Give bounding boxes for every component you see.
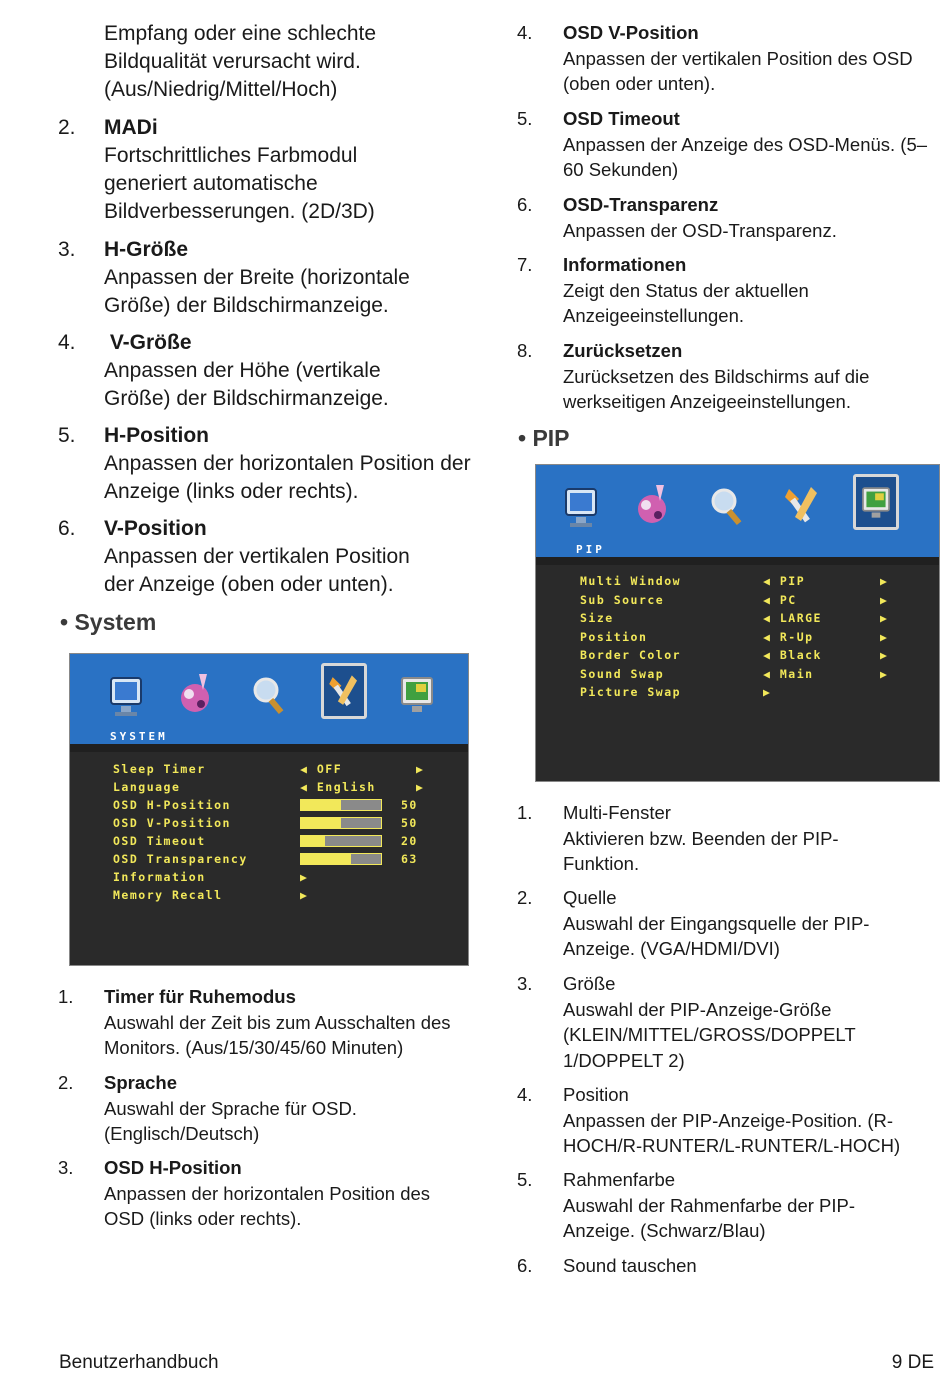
item-description: Auswahl der PIP-Anzeige-Größe (KLEIN/MITTEL/GROSS/DOPPELT 1/DOPPELT 2) bbox=[563, 998, 856, 1071]
osd-row-sub-source bbox=[580, 593, 664, 607]
osd-value-text: English bbox=[316, 780, 376, 794]
osd-level-fill bbox=[301, 836, 325, 846]
osd-row-osd-transparency bbox=[113, 852, 248, 866]
osd-value-text: Black bbox=[779, 648, 822, 662]
item-title: OSD H-Position bbox=[104, 1157, 242, 1178]
osd-row-osd-v-position bbox=[113, 816, 231, 830]
item-title: Timer für Ruhemodus bbox=[104, 986, 296, 1007]
item-number: 5. bbox=[58, 424, 76, 447]
item-number: 2. bbox=[517, 887, 533, 908]
list-item-osd-v-position bbox=[517, 20, 942, 97]
item-title: Position bbox=[563, 1084, 629, 1105]
osd-row-information bbox=[113, 870, 206, 884]
osd-row-label: OSD Transparency bbox=[113, 852, 248, 866]
osd-level-fill bbox=[301, 818, 341, 828]
color-icon bbox=[173, 666, 219, 722]
list-item-information bbox=[517, 252, 942, 329]
item-number: 1. bbox=[517, 802, 533, 823]
color-icon bbox=[630, 477, 676, 533]
osd-row-label: OSD Timeout bbox=[113, 834, 206, 848]
right-arrow-icon: ▶ bbox=[300, 888, 309, 902]
item-title: Multi-Fenster bbox=[563, 802, 671, 823]
osd-row-value: ◀ English bbox=[300, 780, 376, 794]
monitor-icon bbox=[558, 477, 604, 533]
item-description: Auswahl der Rahmenfarbe der PIP-Anzeige. (Schwarz/Blau) bbox=[563, 1194, 856, 1241]
osd-row-picture-swap bbox=[580, 685, 681, 699]
right-arrow-icon: ▶ bbox=[763, 685, 772, 699]
monitor-icon bbox=[103, 666, 149, 722]
item-description: Aktivieren bzw. Beenden der PIP-Funktion. bbox=[563, 827, 839, 874]
osd-section-label: SYSTEM bbox=[70, 730, 468, 744]
item-description: Auswahl der Zeit bis zum Ausschalten des Monitors. (Aus/15/30/45/60 Minuten) bbox=[104, 1011, 451, 1058]
osd-row-sleep-timer bbox=[113, 762, 206, 776]
osd-level-bar bbox=[300, 799, 382, 811]
list-item-border-color bbox=[517, 1167, 942, 1244]
item-title: Sprache bbox=[104, 1072, 178, 1093]
item-number: 6. bbox=[58, 517, 76, 540]
osd-value-number: 50 bbox=[401, 816, 418, 830]
osd-value-number: 50 bbox=[401, 798, 418, 812]
intro-line: Bildqualität verursacht wird. bbox=[104, 50, 361, 73]
list-item-sound-swap bbox=[517, 1253, 942, 1279]
item-number: 5. bbox=[517, 108, 533, 129]
right-arrow-icon: ▶ bbox=[880, 648, 889, 662]
osd-row-value: ◀ Black bbox=[763, 648, 822, 662]
right-arrow-icon: ▶ bbox=[880, 629, 889, 644]
osd-row-value: ◀ PIP bbox=[763, 574, 806, 588]
item-number: 1. bbox=[58, 986, 74, 1007]
item-number: 2. bbox=[58, 116, 76, 139]
osd-level-fill bbox=[301, 800, 341, 810]
right-arrow-icon: ▶ bbox=[416, 762, 425, 776]
osd-value-number: 20 bbox=[401, 834, 418, 848]
osd-row-border-color bbox=[580, 648, 681, 662]
item-description: Anpassen der PIP-Anzeige-Position. (R-HOCH/R-RUNTER/L-RUNTER/L-HOCH) bbox=[563, 1109, 901, 1156]
item-title: Sound tauschen bbox=[563, 1255, 697, 1276]
intro-text bbox=[104, 20, 484, 104]
right-arrow-icon: ▶ bbox=[880, 666, 889, 681]
system-osd-menu bbox=[113, 762, 463, 912]
osd-row-language bbox=[113, 780, 180, 794]
list-item-osd-timeout bbox=[517, 106, 942, 183]
osd-value-text: R-Up bbox=[779, 629, 814, 644]
intro-line: (Aus/Niedrig/Mittel/Hoch) bbox=[104, 78, 338, 101]
item-number: 6. bbox=[517, 1255, 533, 1276]
magnifier-icon bbox=[704, 477, 750, 533]
osd-row-size bbox=[580, 611, 614, 625]
osd-row-label: Picture Swap bbox=[580, 685, 682, 699]
item-description: Anpassen der Anzeige des OSD-Menüs. (5–60 Sekunden) bbox=[563, 133, 928, 180]
item-title: Rahmenfarbe bbox=[563, 1169, 676, 1190]
osd-row-label: Sound Swap bbox=[580, 666, 665, 681]
tools-icon bbox=[321, 663, 367, 719]
page-number: 9 DE bbox=[891, 1352, 934, 1373]
list-item-source bbox=[517, 885, 942, 962]
osd-row-value: ◀ PC bbox=[763, 592, 797, 607]
item-number: 4. bbox=[517, 22, 533, 43]
list-item-multi-window bbox=[517, 800, 942, 877]
item-description: Anpassen der horizontalen Position des OSD (links oder rechts). bbox=[104, 1182, 431, 1229]
osd-row-label: Position bbox=[580, 629, 648, 644]
osd-row-label: Multi Window bbox=[580, 574, 682, 588]
osd-value-text: Main bbox=[779, 666, 814, 681]
item-title: V-Position bbox=[104, 517, 207, 540]
item-number: 7. bbox=[517, 254, 533, 275]
list-item-madi bbox=[58, 114, 478, 226]
right-arrow-icon: ▶ bbox=[300, 870, 309, 884]
osd-level-bar bbox=[300, 835, 382, 847]
item-description: Zeigt den Status der aktuellen Anzeigeeinstellungen. bbox=[563, 279, 809, 326]
item-title: H-Position bbox=[104, 424, 209, 447]
tools-icon bbox=[779, 477, 825, 533]
osd-value-number: 63 bbox=[401, 852, 418, 866]
section-heading-system: • System bbox=[60, 609, 157, 635]
item-number: 2. bbox=[58, 1072, 74, 1093]
osd-section-label: PIP bbox=[536, 543, 939, 557]
pip-icon bbox=[853, 474, 899, 530]
item-title: V-Größe bbox=[104, 331, 192, 354]
pip-osd-menu bbox=[580, 574, 935, 714]
osd-level-bar bbox=[300, 817, 382, 829]
osd-value-text: LARGE bbox=[779, 611, 822, 625]
osd-value-text: PIP bbox=[779, 574, 806, 588]
list-item-reset bbox=[517, 338, 942, 415]
magnifier-icon bbox=[246, 666, 292, 722]
osd-value-text: OFF bbox=[316, 762, 343, 776]
item-description: Anpassen der OSD-Transparenz. bbox=[563, 219, 837, 241]
item-description: Anpassen der vertikalen Position des OSD (oben oder unten). bbox=[563, 47, 913, 94]
list-item-h-size bbox=[58, 236, 478, 320]
osd-level-bar bbox=[300, 853, 382, 865]
item-title: OSD V-Position bbox=[563, 22, 699, 43]
osd-row-label: Sub Source bbox=[580, 592, 665, 607]
item-number: 8. bbox=[517, 340, 533, 361]
osd-row-multi-window bbox=[580, 574, 681, 588]
osd-row-label: OSD V-Position bbox=[113, 816, 231, 830]
item-description: Zurücksetzen des Bildschirms auf die werkseitigen Anzeigeeinstellungen. bbox=[563, 365, 870, 412]
item-title: Informationen bbox=[563, 254, 687, 275]
item-title: H-Größe bbox=[104, 238, 188, 261]
section-heading-pip: • PIP bbox=[518, 425, 570, 451]
list-item-v-position bbox=[58, 515, 478, 599]
item-number: 4. bbox=[58, 331, 76, 354]
osd-row-label: Memory Recall bbox=[113, 888, 223, 902]
osd-row-value: ◀ OFF bbox=[300, 762, 343, 776]
item-description: Anpassen der Breite (horizontale Größe) der Bildschirmanzeige. bbox=[104, 266, 410, 317]
osd-row-label: Size bbox=[580, 611, 614, 625]
osd-row-position bbox=[580, 630, 647, 644]
item-title: Größe bbox=[563, 973, 616, 994]
right-arrow-icon: ▶ bbox=[880, 574, 889, 588]
item-number: 5. bbox=[517, 1169, 533, 1190]
item-number: 3. bbox=[58, 238, 76, 261]
item-number: 3. bbox=[58, 1157, 74, 1178]
item-title: OSD-Transparenz bbox=[563, 194, 719, 215]
right-arrow-icon: ▶ bbox=[880, 611, 889, 625]
item-title: Quelle bbox=[563, 887, 617, 908]
osd-row-sound-swap bbox=[580, 667, 664, 681]
list-item-position bbox=[517, 1082, 942, 1159]
osd-row-value: ◀ R-Up bbox=[763, 629, 814, 644]
item-number: 3. bbox=[517, 973, 533, 994]
osd-value-text: PC bbox=[779, 592, 797, 607]
pip-icon bbox=[394, 666, 440, 722]
right-arrow-icon: ▶ bbox=[880, 592, 889, 607]
list-item-language bbox=[58, 1070, 478, 1147]
osd-row-osd-h-position bbox=[113, 798, 231, 812]
item-description: Auswahl der Sprache für OSD. (Englisch/Deutsch) bbox=[104, 1097, 357, 1144]
osd-row-label: Border Color bbox=[580, 648, 682, 662]
footer-left: Benutzerhandbuch bbox=[59, 1352, 219, 1373]
list-item-h-position bbox=[58, 422, 478, 506]
osd-row-label: Language bbox=[113, 780, 181, 794]
osd-level-fill bbox=[301, 854, 351, 864]
item-title: OSD Timeout bbox=[563, 108, 680, 129]
list-item-v-size bbox=[58, 329, 478, 413]
osd-divider bbox=[536, 557, 939, 565]
osd-row-value: ◀ LARGE bbox=[763, 611, 822, 625]
intro-line: Empfang oder eine schlechte bbox=[104, 22, 377, 45]
item-description: Anpassen der horizontalen Position der Anzeige (links oder rechts). bbox=[104, 452, 471, 503]
system-osd-screenshot bbox=[69, 653, 469, 966]
item-description: Auswahl der Eingangsquelle der PIP-Anzeige. (VGA/HDMI/DVI) bbox=[563, 912, 870, 959]
osd-row-label: Information bbox=[113, 870, 206, 884]
pip-osd-screenshot bbox=[535, 464, 940, 782]
osd-row-osd-timeout bbox=[113, 834, 206, 848]
item-number: 6. bbox=[517, 194, 533, 215]
item-title: MADi bbox=[104, 116, 158, 139]
osd-row-label: OSD H-Position bbox=[113, 798, 231, 812]
osd-row-value: ◀ Main bbox=[763, 666, 814, 681]
list-item-osd-h-position bbox=[58, 1155, 478, 1232]
osd-row-label: Sleep Timer bbox=[113, 762, 206, 776]
item-number: 4. bbox=[517, 1084, 533, 1105]
list-item-sleep-timer bbox=[58, 984, 478, 1061]
right-arrow-icon: ▶ bbox=[416, 780, 425, 794]
list-item-osd-transparency bbox=[517, 192, 942, 243]
list-item-size bbox=[517, 971, 942, 1073]
osd-row-memory-recall bbox=[113, 888, 223, 902]
item-description: Anpassen der vertikalen Position der Anzeige (oben oder unten). bbox=[104, 545, 410, 596]
item-description: Fortschrittliches Farbmodul generiert automatische Bildverbesserungen. (2D/3D) bbox=[104, 144, 375, 223]
item-description: Anpassen der Höhe (vertikale Größe) der Bildschirmanzeige. bbox=[104, 359, 389, 410]
osd-divider bbox=[70, 744, 468, 752]
item-title: Zurücksetzen bbox=[563, 340, 683, 361]
